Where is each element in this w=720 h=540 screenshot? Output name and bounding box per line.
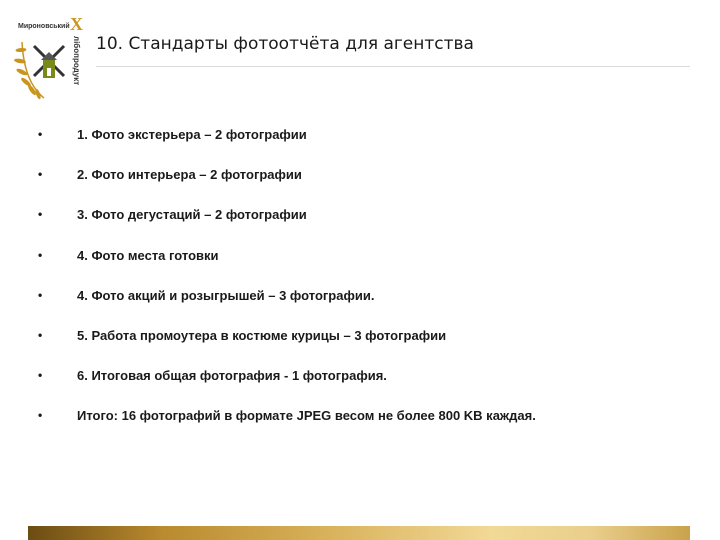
- bullet-icon: •: [38, 207, 43, 222]
- title-divider: [96, 66, 690, 67]
- page-title: 10. Стандарты фотоотчёта для агентства: [96, 34, 474, 54]
- brand-logo: [14, 12, 86, 104]
- bullet-icon: •: [38, 247, 43, 262]
- list-item: [0, 204, 720, 244]
- list-item-text: 1. Фото экстерьера – 2 фотографии: [77, 127, 307, 142]
- list-item-text: 5. Работа промоутера в костюме курицы – 3 фотографии: [77, 327, 447, 343]
- bullet-icon: •: [38, 327, 43, 342]
- list-item-text: 6. Итоговая общая фотография - 1 фотография.: [77, 368, 387, 384]
- bullet-icon: •: [38, 127, 43, 141]
- brand-side-text: лібопродукт: [72, 36, 81, 86]
- brand-top-text: Мироновський: [18, 23, 70, 30]
- list-item: [0, 164, 720, 204]
- list-item-text: Итого: 16 фотографий в формате JPEG весом не более 800 KB каждая.: [77, 408, 536, 424]
- bullet-list: [0, 124, 720, 446]
- list-item: [0, 124, 720, 164]
- list-item: [0, 285, 720, 325]
- bullet-icon: •: [38, 408, 43, 423]
- list-item: [0, 365, 720, 405]
- list-item-text: 3. Фото дегустаций – 2 фотографии: [77, 207, 307, 223]
- bullet-icon: •: [38, 287, 43, 302]
- bullet-icon: •: [38, 368, 43, 383]
- footer-gold-bar: [28, 526, 690, 540]
- list-item: [0, 245, 720, 285]
- list-item: [0, 405, 720, 445]
- brand-wordmark: [14, 12, 86, 104]
- list-item: [0, 325, 720, 365]
- bullet-icon: •: [38, 167, 43, 182]
- brand-big-letter: Х: [70, 14, 83, 34]
- list-item-text: 4. Фото акций и розыгрышей – 3 фотографии.: [77, 287, 375, 303]
- list-item-text: 4. Фото места готовки: [77, 247, 219, 263]
- list-item-text: 2. Фото интерьера – 2 фотографии: [77, 167, 302, 183]
